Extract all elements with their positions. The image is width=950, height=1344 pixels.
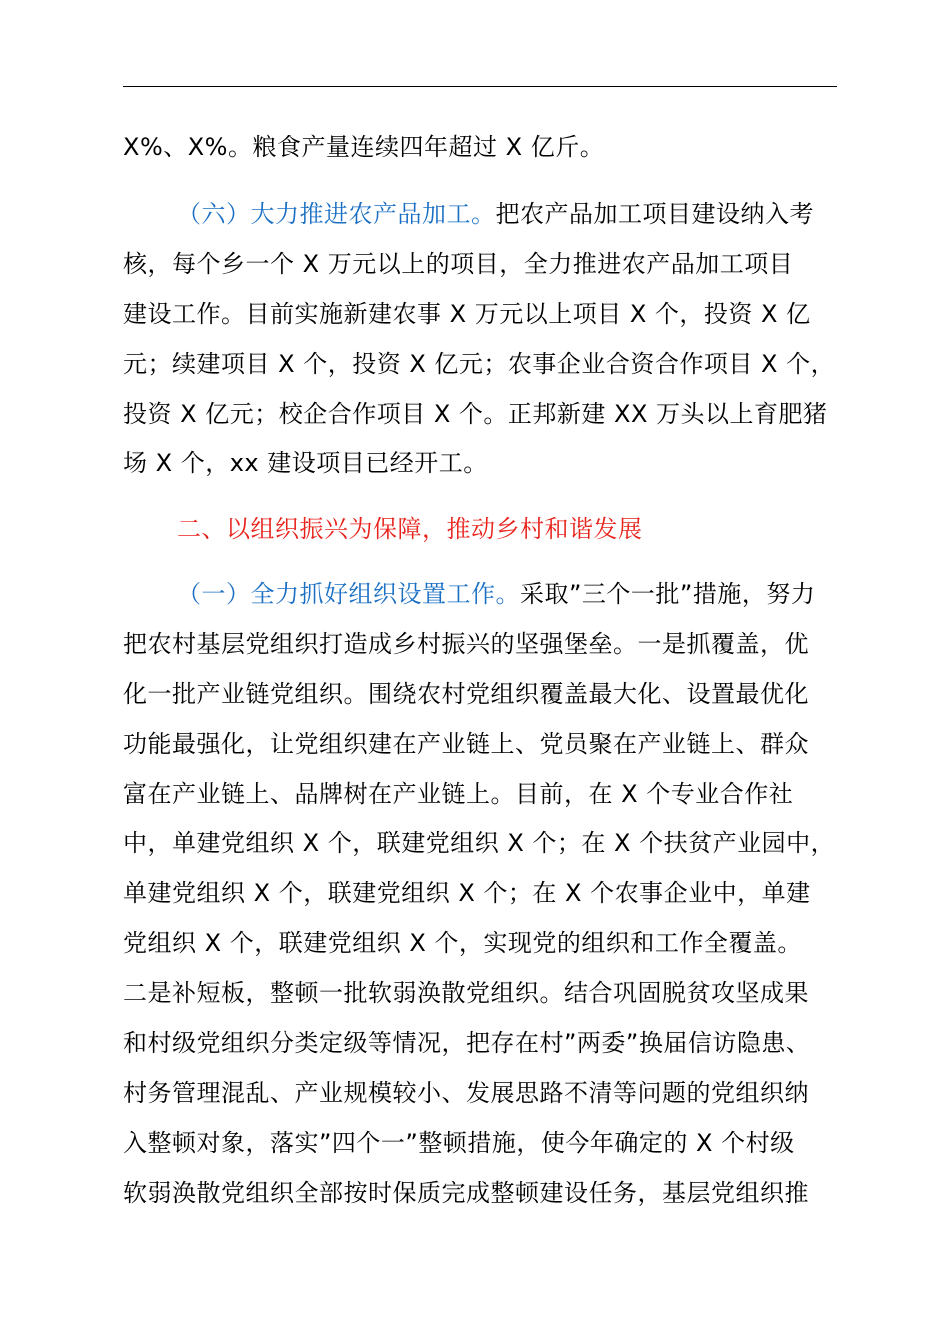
section-heading: 二、以组织振兴为保障，推动乡村和谐发展 <box>177 515 643 543</box>
text-line: 化一批产业链党组织。围绕农村党组织覆盖最大化、设置最优化 <box>123 679 809 708</box>
paragraph-agri-processing <box>123 190 863 489</box>
paragraph-first-line <box>123 190 863 240</box>
text-line: 党组织 X 个，联建党组织 X 个，实现党的组织和工作全覆盖。 <box>123 929 802 958</box>
text-line: X%、X%。粮食产量连续四年超过 X 亿斤。 <box>123 133 605 161</box>
text-line: 建设工作。目前实施新建农事 X 万元以上项目 X 个，投资 X 亿 <box>123 299 811 328</box>
text-line: 场 X 个，xx 建设项目已经开工。 <box>123 449 488 478</box>
text-line: 核，每个乡一个 X 万元以上的项目，全力推进农产品加工项目 <box>123 249 794 278</box>
paragraph-grain-output <box>123 123 863 173</box>
text-line: 功能最强化，让党组织建在产业链上、党员聚在产业链上、群众 <box>123 729 809 758</box>
text-line: 软弱涣散党组织全部按时保质完成整顿建设任务，基层党组织推 <box>123 1178 809 1207</box>
text-line: 投资 X 亿元；校企合作项目 X 个。正邦新建 XX 万头以上育肥猪 <box>123 399 828 428</box>
text-line: 中，单建党组织 X 个，联建党组织 X 个；在 X 个扶贫产业园中， <box>123 829 836 858</box>
text-run: 把农产品加工项目建设纳入考 <box>495 200 814 228</box>
text-line: 二是补短板，整顿一批软弱涣散党组织。结合巩固脱贫攻坚成果 <box>123 979 809 1008</box>
text-line: 元；续建项目 X 个，投资 X 亿元；农事企业合资合作项目 X 个， <box>123 349 836 378</box>
paragraph-first-line <box>123 570 863 620</box>
text-line: 单建党组织 X 个，联建党组织 X 个；在 X 个农事企业中，单建 <box>123 879 811 908</box>
text-line: 把农村基层党组织打造成乡村振兴的坚强堡垒。一是抓覆盖，优 <box>123 629 809 658</box>
paragraph-org-setup <box>123 570 863 1219</box>
text-line: 村务管理混乱、产业规模较小、发展思路不清等问题的党组织纳 <box>123 1078 809 1107</box>
text-line: 和村级党组织分类定级等情况，把存在村”两委”换届信访隐患、 <box>123 1029 811 1058</box>
text-line: 入整顿对象，落实”四个一”整顿措施，使今年确定的 X 个村级 <box>123 1128 795 1157</box>
header-rule <box>123 86 837 87</box>
text-run: 采取”三个一批”措施，努力 <box>520 580 816 608</box>
section-heading-block <box>123 505 863 555</box>
subheading-org-setup: （一）全力抓好组织设置工作。 <box>177 580 520 608</box>
text-line: 富在产业链上、品牌树在产业链上。目前，在 X 个专业合作社 <box>123 779 794 808</box>
subheading-agri-processing: （六）大力推进农产品加工。 <box>177 200 496 228</box>
